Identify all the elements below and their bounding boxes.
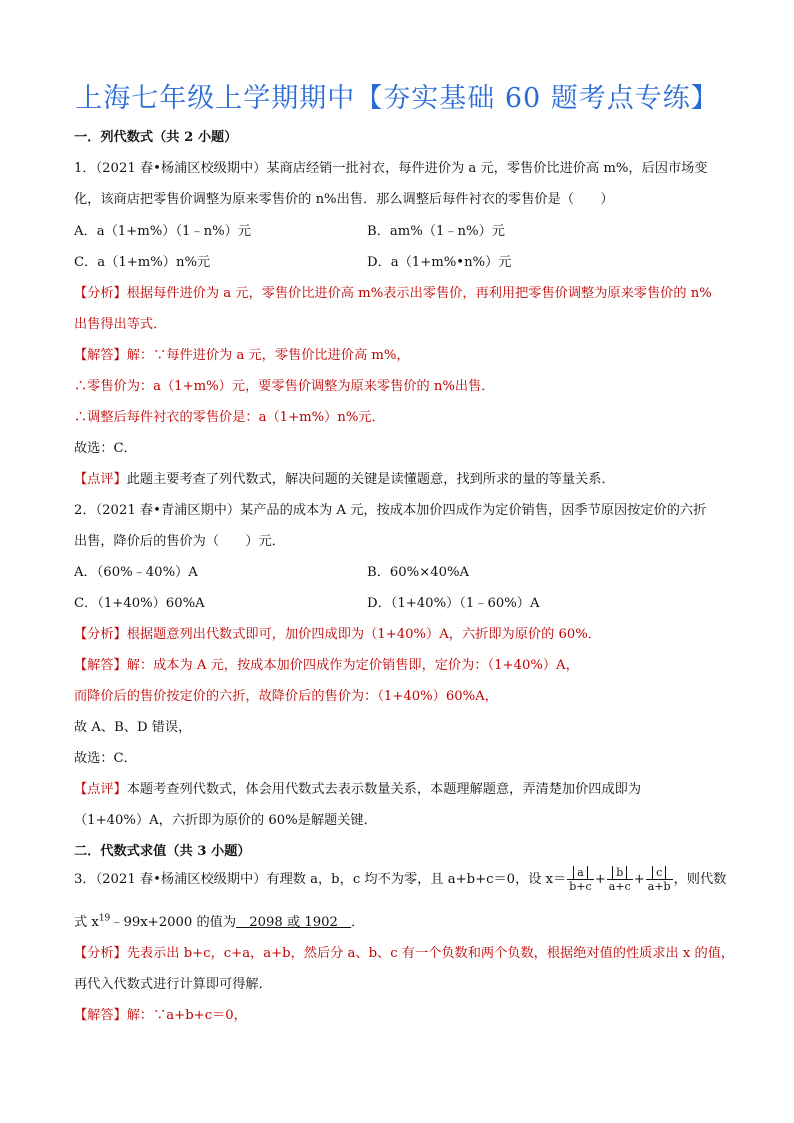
q1-comment-text: 此题主要考查了列代数式，解决问题的关键是读懂题意，找到所求的量的等量关系．	[126, 472, 615, 487]
q1-choice: 故选：C．	[74, 441, 137, 456]
q3-solution	[74, 1004, 247, 1023]
fraction-b-numerator: b	[612, 866, 627, 879]
solution-label: 【解答】	[74, 1008, 127, 1023]
fraction-b	[607, 866, 633, 893]
q2-solution-line1: 解：成本为 A 元，按成本加价四成作为定价销售即，定价为：（1+40%）A，	[126, 658, 579, 673]
q2-choice: 故选：C．	[74, 751, 137, 766]
q2-option-a: A．（60%﹣40%）A	[74, 565, 198, 580]
analysis-label: 【分析】	[74, 627, 127, 642]
q3-stem-text1: 3．（2021 春•杨浦区校级期中）有理数 a，b，c 均不为零，且 a+b+c＝0，设 x＝	[74, 872, 567, 887]
solution-label: 【解答】	[74, 658, 127, 673]
q2-comment-text1: 本题考查列代数式，体会用代数式去表示数量关系，本题理解题意，弄清楚加价四成即为	[126, 782, 642, 797]
fraction-a	[567, 866, 593, 893]
q3-analysis	[74, 942, 734, 961]
page-title: 上海七年级上学期期中【夯实基础 60 题考点专练】	[75, 83, 719, 114]
q1-stem-line2: 化，该商店把零售价调整为原来零售价的 n%出售．那么调整后每件衬衣的零售价是（ ）	[74, 192, 614, 207]
q3-stem-line2	[74, 911, 364, 930]
fraction-b-denominator: a+c	[608, 880, 631, 893]
analysis-label: 【分析】	[74, 946, 127, 961]
q1-solution-line3: ∴调整后每件衬衣的零售价是：a（1+m%）n%元．	[74, 410, 385, 425]
fraction-a-denominator: b+c	[569, 880, 592, 893]
q3-analysis-text1: 先表示出 b+c，c+a，a+b，然后分 a、b、c 有一个负数和两个负数，根据绝对值的性质求出 x 的值，	[126, 946, 735, 961]
q1-analysis-text2: 出售得出等式．	[74, 317, 167, 332]
section-heading-1: 一．列代数式（共 2 小题）	[74, 130, 238, 145]
fraction-c-denominator: a+b	[647, 880, 671, 893]
q2-solution-line2: 而降价后的售价按定价的六折，故降价后的售价为：（1+40%）60%A，	[74, 689, 498, 704]
q1-comment	[74, 468, 615, 487]
q1-stem-line1: 1．（2021 春•杨浦区校级期中）某商店经销一批衬衣，每件进价为 a 元，零售价比进价高 m%，后因市场变	[74, 161, 708, 176]
analysis-label: 【分析】	[74, 286, 127, 301]
q1-option-b: B．am%（1﹣n%）元	[367, 224, 505, 239]
q2-comment	[74, 778, 641, 797]
q1-solution	[74, 344, 410, 363]
q2-stem-line1: 2．（2021 春•青浦区期中）某产品的成本为 A 元，按成本加价四成作为定价销售，因季节原因按定价的六折	[74, 503, 707, 518]
q1-analysis	[74, 282, 712, 301]
q2-option-b: B．60%×40%A	[367, 565, 470, 580]
q1-solution-line2: ∴零售价为：a（1+m%）元，要零售价调整为原来零售价的 n%出售．	[74, 379, 495, 394]
q1-option-a: A．a（1+m%）（1﹣n%）元	[74, 224, 251, 239]
fraction-a-numerator: a	[573, 866, 588, 879]
q2-solution	[74, 654, 579, 673]
q2-option-c: C．（1+40%）60%A	[74, 596, 205, 611]
comment-label: 【点评】	[74, 782, 127, 797]
q1-option-d: D．a（1+m%•n%）元	[367, 255, 512, 270]
q1-option-c: C．a（1+m%）n%元	[74, 255, 211, 270]
q3-stem-text3: 式 x	[74, 915, 99, 930]
fraction-c-numerator: c	[652, 866, 666, 879]
q3-stem-line1: 3．（2021 春•杨浦区校级期中）有理数 a，b，c 均不为零，且 a+b+c＝0，设 x＝ $\frac{a}{b+c}$ + $\frac{b}{a+c}$ + $\frac{c}{a+b}$ ，则代数	[74, 866, 727, 893]
q2-comment-text2: （1+40%）A，六折即为原价的 60%是解题关键．	[74, 813, 377, 828]
section-heading-2: 二．代数式求值（共 3 小题）	[74, 844, 251, 859]
q2-analysis-text: 根据题意列出代数式即可，加价四成即为（1+40%）A，六折即为原价的 60%．	[126, 627, 601, 642]
q3-stem-text2: ，则代数	[673, 872, 727, 887]
q3-analysis-text2: 再代入代数式进行计算即可得解．	[74, 977, 272, 992]
fraction-c	[646, 866, 673, 893]
q2-option-d: D．（1+40%）（1﹣60%）A	[367, 596, 540, 611]
solution-label: 【解答】	[74, 348, 127, 363]
q1-analysis-text1: 根据每件进价为 a 元，零售价比进价高 m%表示出零售价，再利用把零售价调整为原来零售价的 n%	[126, 286, 712, 301]
q3-stem-text4: ﹣99x+2000 的值为	[110, 915, 237, 930]
q2-solution-line3: 故 A、B、D 错误，	[74, 720, 192, 735]
q2-stem-line2: 出售，降价后的售价为（ ）元．	[74, 534, 285, 549]
q1-solution-line1: 解：∵每件进价为 a 元，零售价比进价高 m%，	[126, 348, 410, 363]
q2-analysis	[74, 623, 601, 642]
comment-label: 【点评】	[74, 472, 127, 487]
q3-answer-blank: 2098 或 1902	[236, 915, 352, 930]
q3-stem-text5: ．	[351, 915, 365, 930]
q3-solution-line1: 解：∵a+b+c＝0，	[126, 1008, 247, 1023]
q3-exponent: 19	[98, 913, 111, 924]
